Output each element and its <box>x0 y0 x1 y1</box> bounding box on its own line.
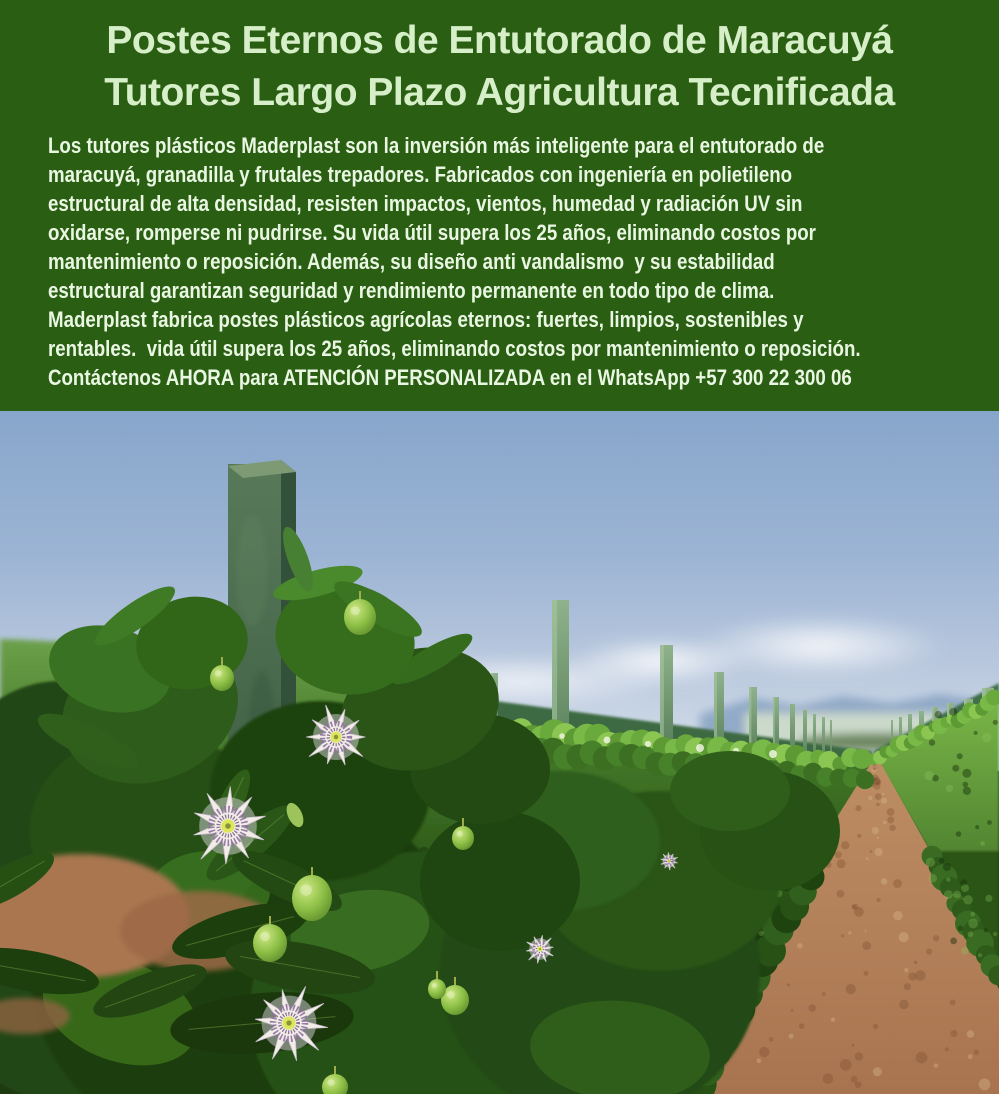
field-photo <box>0 411 999 1094</box>
path-speckle <box>882 792 885 795</box>
scene-shape <box>856 771 874 789</box>
scene-shape <box>447 991 455 999</box>
path-speckle <box>831 1018 835 1022</box>
path-speckle <box>873 1024 878 1029</box>
scene-shape <box>980 841 985 846</box>
scene-shape <box>962 769 971 778</box>
passion-fruit <box>344 599 376 635</box>
scene-shape <box>961 947 969 955</box>
title-line-2: Tutores Largo Plazo Agricultura Tecnificada <box>104 71 895 114</box>
path-speckle <box>868 796 872 800</box>
tiny-flower-dot <box>645 741 651 747</box>
scene-shape <box>946 785 953 792</box>
scene-shape <box>958 926 964 932</box>
paragraph-line-6: estructural garantizan seguridad y rendimiento permanente en todo tipo de clima. <box>48 278 775 303</box>
path-speckle <box>846 984 856 994</box>
scene-shape <box>956 831 962 837</box>
path-speckle <box>841 934 844 937</box>
scene-shape <box>334 735 338 739</box>
path-speckle <box>914 961 917 964</box>
scene-shape <box>539 948 541 950</box>
path-speckle <box>759 1047 769 1057</box>
scene-shape <box>957 753 963 759</box>
foliage-clump <box>670 751 790 831</box>
path-speckle <box>887 816 894 823</box>
title-line-1: Postes Eternos de Entutorado de Maracuyá <box>106 19 893 62</box>
paragraph-line-2: maracuyá, granadilla y frutales trepadores. Fabricados con ingeniería en polietileno <box>48 162 793 187</box>
scene-shape <box>215 670 222 677</box>
scene-shape <box>953 891 961 899</box>
passion-fruit <box>292 875 332 921</box>
scene-shape <box>236 516 268 626</box>
path-speckle <box>899 932 909 942</box>
scene-shape <box>950 938 957 945</box>
path-speckle <box>887 808 895 816</box>
scene-shape <box>985 895 992 902</box>
scene-shape <box>759 931 764 936</box>
path-speckle <box>864 971 869 976</box>
path-speckle <box>848 931 851 934</box>
path-speckle <box>837 859 846 868</box>
scene-shape <box>660 645 664 745</box>
passion-fruit <box>428 979 446 999</box>
path-speckle <box>823 1074 834 1085</box>
foliage-clump <box>420 811 580 951</box>
paragraph-line-7: Maderplast fabrica postes plásticos agrícolas eternos: fuertes, limpios, sostenibles y <box>48 307 804 332</box>
scene-shape <box>978 953 982 957</box>
path-speckle <box>877 837 879 839</box>
scene-shape <box>974 731 978 735</box>
path-speckle <box>791 1009 794 1012</box>
path-speckle <box>881 878 888 885</box>
path-speckle <box>840 1059 852 1071</box>
scene-shape <box>952 765 959 772</box>
scene-shape <box>350 606 360 615</box>
path-speckle <box>841 841 849 849</box>
scene-shape <box>225 823 231 829</box>
path-speckle <box>889 825 895 831</box>
path-speckle <box>916 1052 928 1064</box>
scene-shape <box>949 708 957 716</box>
scene-shape <box>926 858 935 867</box>
paragraph-line-8: rentables. vida útil supera los 25 años, eliminando costos por mantenimiento o reposición. <box>48 336 861 361</box>
path-speckle <box>950 1000 956 1006</box>
path-speckle <box>857 834 861 838</box>
paragraph-line-3: estructural de alta densidad, resisten impactos, vientos, humedad y radiación UV sin <box>48 191 803 216</box>
path-speckle <box>873 1067 882 1076</box>
path-speckle <box>870 850 873 853</box>
path-speckle <box>866 857 869 860</box>
path-speckle <box>893 879 902 888</box>
scene-shape <box>975 825 979 829</box>
path-speckle <box>797 943 803 949</box>
scene-shape <box>982 733 991 742</box>
path-speckle <box>933 935 939 941</box>
path-speckle <box>799 1023 805 1029</box>
path-speckle <box>873 783 880 790</box>
path-speckle <box>822 992 826 996</box>
path-speckle <box>854 907 864 917</box>
path-speckle <box>851 1076 858 1083</box>
scene-shape <box>939 858 945 864</box>
scene-shape <box>925 771 934 780</box>
scene-shape <box>963 782 969 788</box>
scene-shape <box>327 1079 335 1086</box>
path-speckle <box>893 911 902 920</box>
scene-shape <box>970 912 975 917</box>
scene-shape <box>286 1020 291 1025</box>
path-speckle <box>883 821 887 825</box>
path-speckle <box>974 1050 979 1055</box>
path-speckle <box>945 1047 949 1051</box>
path-speckle <box>769 1037 774 1042</box>
path-speckle <box>865 930 867 932</box>
path-speckle <box>872 765 877 770</box>
scene-shape <box>668 860 669 861</box>
path-speckle <box>855 1052 864 1061</box>
path-speckle <box>851 1044 854 1047</box>
scene-shape <box>943 863 951 871</box>
scene-shape <box>929 739 935 745</box>
path-speckle <box>951 1030 958 1037</box>
scene-shape <box>963 787 971 795</box>
scene-shape <box>300 884 312 896</box>
paragraph-line-5: mantenimiento o reposición. Además, su diseño anti vandalismo y su estabilidad <box>48 249 775 274</box>
scene-shape <box>987 820 992 825</box>
scene-shape <box>984 928 988 932</box>
tiny-flower-dot <box>559 733 565 739</box>
tiny-flower-dot <box>604 737 611 744</box>
path-speckle <box>926 949 932 955</box>
path-speckle <box>787 983 790 986</box>
scene-shape <box>260 932 270 942</box>
passion-fruit <box>253 924 287 962</box>
path-speckle <box>968 1054 973 1059</box>
scene-shape <box>968 931 974 937</box>
path-speckle <box>881 798 887 804</box>
passion-fruit <box>452 826 474 850</box>
path-speckle <box>757 1059 762 1064</box>
tiny-flower-dot <box>696 744 704 752</box>
path-speckle <box>904 968 908 972</box>
paragraph-line-1: Los tutores plásticos Maderplast son la inversión más inteligente para el entutorado de <box>48 133 825 158</box>
path-speckle <box>876 803 880 807</box>
scene-shape <box>968 919 978 929</box>
intro-paragraph <box>48 131 999 392</box>
scene-shape <box>432 983 437 988</box>
path-speckle <box>855 1081 862 1088</box>
path-speckle <box>875 793 882 800</box>
scene-shape <box>961 884 969 892</box>
path-speckle <box>835 851 842 858</box>
path-speckle <box>979 1079 991 1091</box>
path-speckle <box>809 1004 817 1012</box>
path-speckle <box>875 848 883 856</box>
path-speckle <box>855 805 861 811</box>
header-banner <box>0 0 999 411</box>
path-speckle <box>934 1063 938 1067</box>
path-speckle <box>877 898 881 902</box>
path-speckle <box>837 890 845 898</box>
scene-shape <box>944 890 953 899</box>
scene-shape <box>993 720 998 725</box>
scene-shape <box>963 895 972 904</box>
photo-scene <box>0 411 999 1094</box>
path-speckle <box>789 1034 794 1039</box>
path-speckle <box>862 941 871 950</box>
path-speckle <box>872 827 879 834</box>
path-speckle <box>904 983 911 990</box>
tiny-flower-dot <box>769 750 777 758</box>
scene-shape <box>929 874 937 882</box>
path-speckle <box>852 905 856 909</box>
contact-whatsapp-line: Contáctenos AHORA para ATENCIÓN PERSONALIZADA en el WhatsApp +57 300 22 300 06 <box>48 365 852 390</box>
paragraph-line-4: oxidarse, romperse ni pudrirse. Su vida útil supera los 25 años, eliminando costos por <box>48 220 816 245</box>
passion-fruit <box>210 665 234 691</box>
path-speckle <box>899 1000 909 1010</box>
scene-shape <box>935 711 942 718</box>
path-speckle <box>915 970 926 981</box>
scene-shape <box>946 877 950 881</box>
scene-shape <box>456 831 463 837</box>
path-speckle <box>967 1030 974 1037</box>
scene-shape <box>993 932 997 936</box>
